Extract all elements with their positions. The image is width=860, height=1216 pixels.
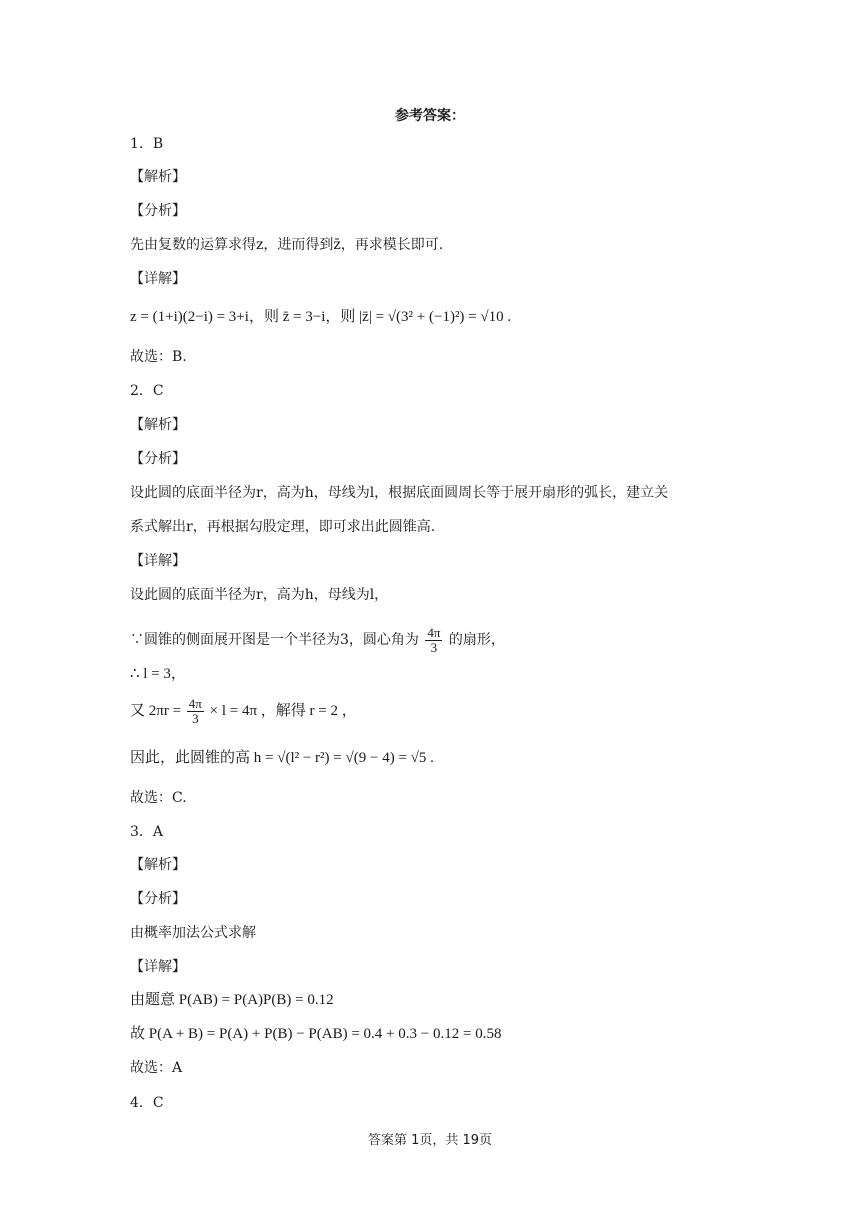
q2-step4-text-before: 又 2πr = <box>130 703 182 719</box>
q2-xiangjie-label: 【详解】 <box>130 553 186 569</box>
q2-analysis-line2: 系式解出r，再根据勾股定理，即可求出此圆锥高. <box>130 519 436 535</box>
q1-calculation: z = (1+i)(2−i) = 3+i，则 z̄ = 3−i，则 |z̄| = √(3² + (−1)²) = √10 . <box>130 309 512 325</box>
page-title: 参考答案： <box>395 108 465 124</box>
page-footer: 答案第 1页，共 19页 <box>367 1133 493 1148</box>
q1-analysis: 先由复数的运算求得z，进而得到z̄，再求模长即可. <box>130 237 444 253</box>
q2-step4-text-after: × l = 4π ，解得 r = 2 ， <box>209 703 357 719</box>
q2-step2-text-after: 的扇形， <box>448 632 505 648</box>
fraction-numerator: 4π <box>427 624 441 640</box>
q1-number: 1．B <box>130 136 164 152</box>
fraction-denominator: 3 <box>192 711 199 727</box>
fraction-denominator: 3 <box>430 639 438 655</box>
q1-answer: 故选：B. <box>130 349 187 365</box>
q2-answer: 故选：C. <box>130 790 187 806</box>
q2-step3: ∴ l = 3， <box>130 666 186 682</box>
q1-jiexi-label: 【解析】 <box>130 169 186 185</box>
q3-jiexi-label: 【解析】 <box>130 857 186 873</box>
q2-fenxi-label: 【分析】 <box>130 451 186 467</box>
q2-analysis-line1: 设此圆的底面半径为r，高为h，母线为l，根据底面圆周长等于展开扇形的弧长，建立关 <box>130 485 669 501</box>
q3-fenxi-label: 【分析】 <box>130 891 186 907</box>
q3-xiangjie-label: 【详解】 <box>130 959 186 975</box>
q3-step2: 故 P(A + B) = P(A) + P(B) − P(AB) = 0.4 + 0.3 − 0.12 = 0.58 <box>130 1026 502 1042</box>
q2-step2-text-before: ∵圆锥的侧面展开图是一个半径为3，圆心角为 <box>130 632 419 648</box>
q3-answer: 故选：A <box>130 1060 183 1076</box>
q2-step5: 因此，此圆锥的高 h = √(l² − r²) = √(9 − 4) = √5 . <box>130 750 434 766</box>
q2-step2 <box>130 622 505 658</box>
q2-step2-fraction <box>425 626 442 655</box>
q2-step4-fraction <box>187 697 204 726</box>
q2-step1: 设此圆的底面半径为r，高为h，母线为l， <box>130 587 389 603</box>
fraction-numerator: 4π <box>188 696 202 712</box>
q2-number: 2．C <box>130 383 164 399</box>
q1-fenxi-label: 【分析】 <box>130 203 186 219</box>
q1-xiangjie-label: 【详解】 <box>130 271 186 287</box>
q2-step4 <box>130 693 357 729</box>
q2-jiexi-label: 【解析】 <box>130 417 186 433</box>
q4-number: 4．C <box>130 1095 164 1111</box>
q3-number: 3．A <box>130 824 164 840</box>
q3-step1: 由题意 P(AB) = P(A)P(B) = 0.12 <box>130 992 334 1008</box>
q3-analysis: 由概率加法公式求解 <box>130 925 256 941</box>
